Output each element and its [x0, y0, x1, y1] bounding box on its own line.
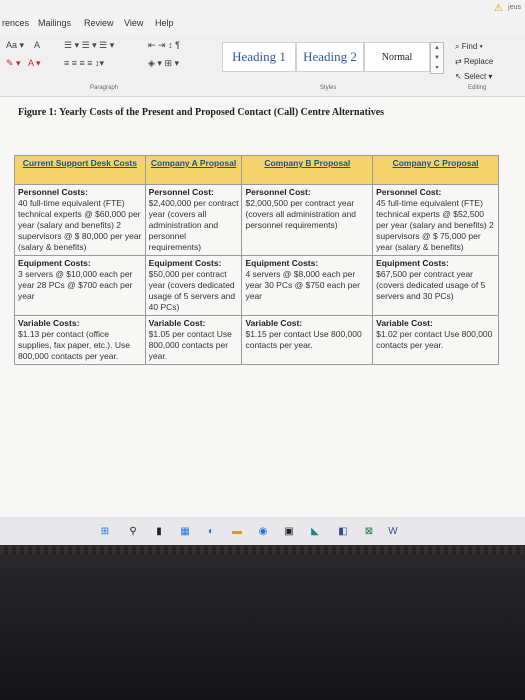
group-paragraph: Paragraph	[90, 85, 119, 91]
select-label: Select	[463, 72, 487, 81]
find-button[interactable]: ⌕ Find ▾	[455, 42, 483, 51]
ribbon-tabs	[0, 14, 525, 32]
group-styles: Styles	[320, 85, 337, 91]
excel-icon[interactable]: ⊠	[364, 525, 374, 537]
font-color-icon[interactable]: A ▾	[28, 58, 41, 68]
tab-mailings[interactable]: Mailings	[38, 18, 72, 28]
highlight-color-icon[interactable]: ✎ ▾	[6, 58, 21, 68]
tab-review[interactable]: Review	[84, 18, 114, 28]
header-current: Current Support Desk Costs	[15, 156, 146, 185]
indent-icon[interactable]: ⇤ ⇥ ↕ ¶	[148, 40, 180, 50]
task-view-icon[interactable]: ▮	[156, 525, 162, 537]
header-company-c: Company C Proposal	[373, 156, 499, 185]
tab-view[interactable]: View	[124, 18, 144, 28]
table-cell: Variable Cost: $1.05 per contact Use 800,000 contacts per year.	[145, 316, 242, 365]
table-cell: Variable Cost: $1.15 per contact Use 800,000 contacts per year.	[242, 316, 373, 365]
cursor-icon: ↖	[455, 72, 464, 81]
taskbar	[0, 517, 525, 545]
ribbon	[0, 34, 525, 97]
cost-table	[14, 155, 499, 365]
widgets-icon[interactable]: ▦	[180, 525, 190, 537]
table-cell: Variable Costs: $1.13 per contact (office supplies, fax paper, etc.). Use 800,000 contacts per year.	[15, 316, 146, 365]
tab-references[interactable]: rences	[2, 18, 30, 28]
edge-browser-icon[interactable]: ◐	[207, 525, 215, 537]
figure-caption: Figure 1: Yearly Costs of the Present and Proposed Contact (Call) Centre Alternatives	[18, 107, 385, 118]
file-explorer-icon[interactable]: ▬	[232, 525, 242, 537]
table-cell: Personnel Cost: 45 full-time equivalent (FTE) technical experts @ $52,500 per year (salary and benefits) 2 supervisors @ $ 75,000 per year (salary & benefits)	[373, 185, 499, 256]
table-header-row	[15, 156, 499, 185]
table-cell: Equipment Costs: 3 servers @ $10,000 each per year 28 PCs @ $700 each per year	[15, 256, 146, 316]
replace-label: Replace	[463, 57, 494, 66]
app-icon[interactable]: ◣	[311, 525, 319, 537]
teams-icon[interactable]: ◧	[338, 525, 348, 537]
styles-scroll[interactable]: ▲ ▼ ▾	[430, 42, 444, 74]
user-label[interactable]: jeus	[508, 4, 521, 11]
table-row	[15, 185, 499, 256]
select-button[interactable]: ↖ Select ▾	[455, 72, 493, 81]
style-heading-2[interactable]: Heading 2	[296, 42, 364, 72]
search-icon: ⌕	[455, 42, 462, 51]
group-editing: Editing	[468, 85, 487, 91]
table-cell: Equipment Costs: $67,500 per contract year (covers dedicated usage of 5 servers and 30 PCs)	[373, 256, 499, 316]
table-cell: Equipment Costs: 4 servers @ $8,000 each per year 30 PCs @ $750 each per year	[242, 256, 373, 316]
table-cell: Personnel Costs: 40 full-time equivalent (FTE) technical experts @ $60,000 per year (salary and benefits) 2 supervisors @ $ 80,000 per year (salary & benefits)	[15, 185, 146, 256]
table-row	[15, 256, 499, 316]
screen-hinge	[0, 545, 525, 555]
table-row	[15, 316, 499, 365]
table-cell: Personnel Cost: $2,400,000 per contract year (covers all administration and personnel requirements)	[145, 185, 242, 256]
header-company-a: Company A Proposal	[145, 156, 242, 185]
search-icon[interactable]: ⚲	[129, 525, 137, 537]
warning-icon[interactable]: ⚠	[494, 3, 503, 14]
table-cell: Equipment Costs: $50,000 per contract year (covers dedicated usage of 5 servers and 40 PCs)	[145, 256, 242, 316]
replace-button[interactable]	[455, 57, 493, 66]
font-size-aa-icon[interactable]: Aa ▾	[6, 40, 25, 50]
chrome-icon[interactable]: ◉	[258, 525, 268, 537]
document-page[interactable]	[0, 97, 525, 517]
style-normal[interactable]: Normal	[364, 42, 430, 72]
header-company-b: Company B Proposal	[242, 156, 373, 185]
table-cell: Variable Cost: $1.02 per contact Use 800,000 contacts per year.	[373, 316, 499, 365]
store-icon[interactable]: ▣	[284, 525, 294, 537]
find-label: Find	[461, 42, 478, 51]
bullets-icon[interactable]: ☰ ▾ ☰ ▾ ☰ ▾	[64, 40, 115, 50]
table-cell: Personnel Cost: $2,000,500 per contract year (covers all administration and personnel requirements)	[242, 185, 373, 256]
align-icon[interactable]: ≡ ≡ ≡ ≡ ↕▾	[64, 58, 105, 68]
clear-format-icon[interactable]: A	[34, 40, 41, 50]
word-icon[interactable]: W	[388, 525, 398, 537]
replace-icon: ⇄	[455, 57, 464, 66]
windows-start-icon[interactable]: ⊞	[100, 525, 110, 537]
tab-help[interactable]: Help	[155, 18, 174, 28]
shading-icon[interactable]: ◈ ▾ ⊞ ▾	[148, 58, 179, 68]
style-heading-1[interactable]: Heading 1	[222, 42, 296, 72]
laptop-body	[0, 545, 525, 700]
